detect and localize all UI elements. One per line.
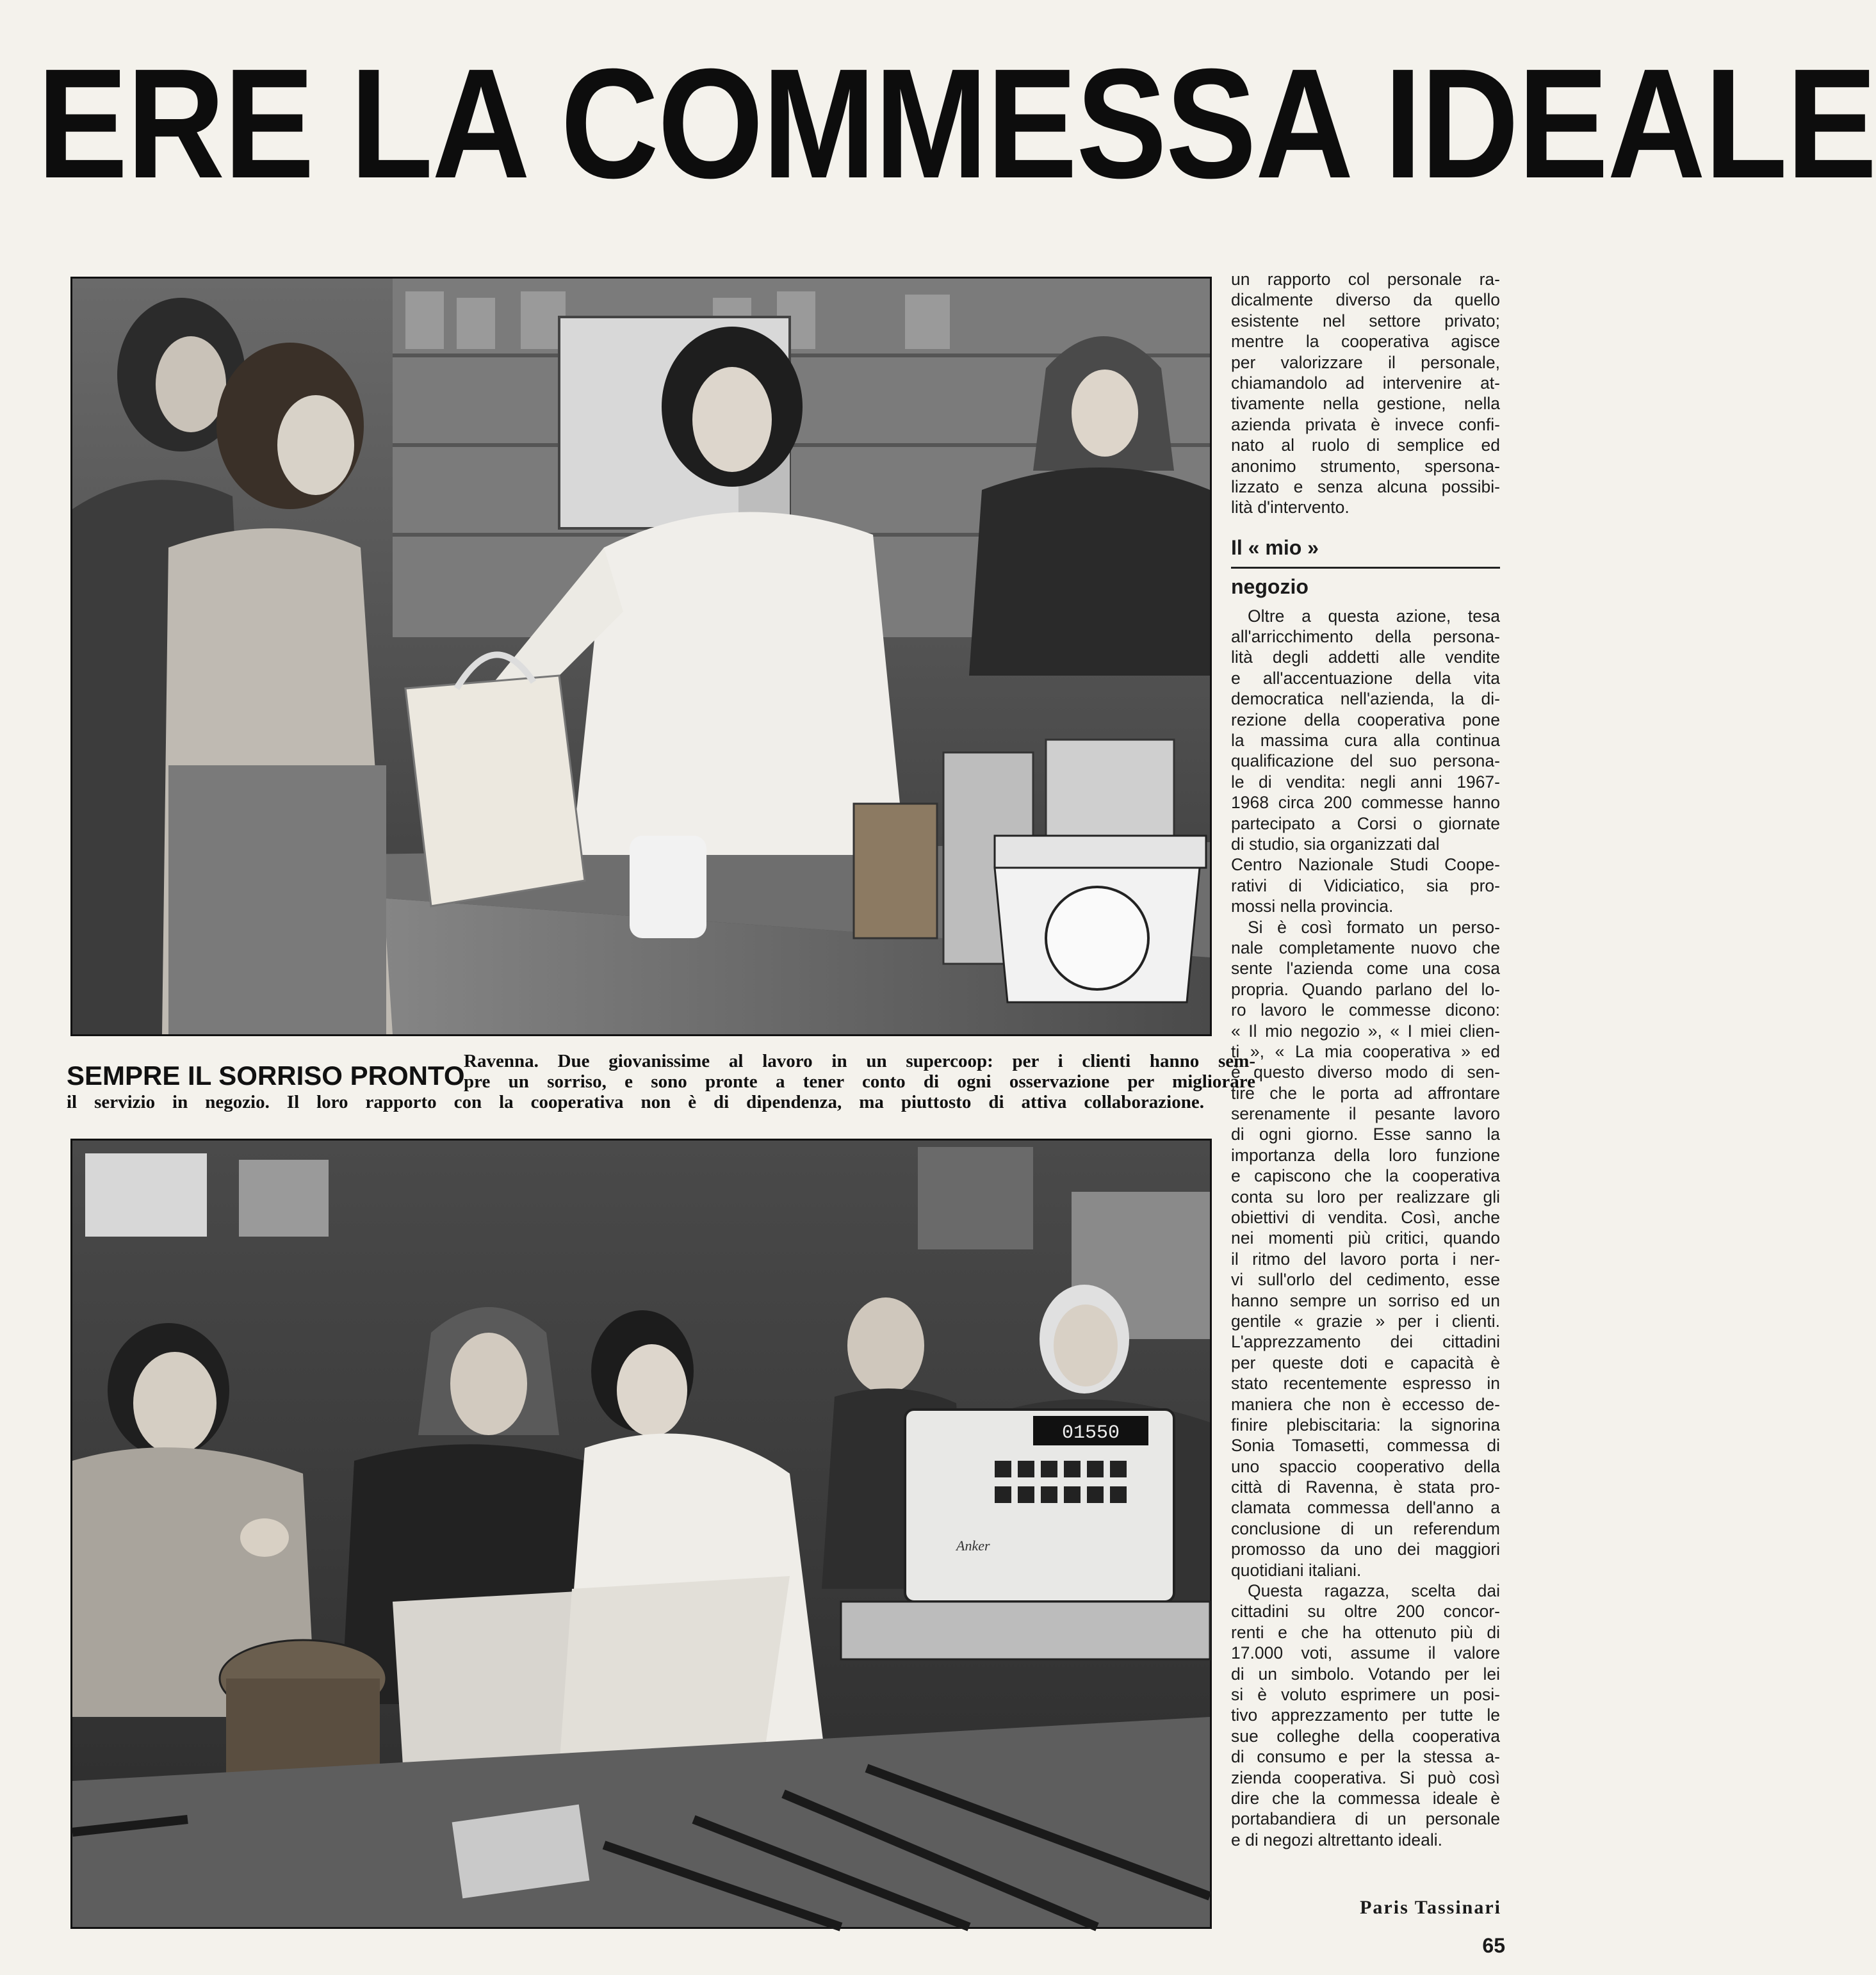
column-line: città di Ravenna, è stata pro- (1231, 1477, 1500, 1497)
caption-line: pre un sorriso, e sono pronte a tener conto di ogni osservazione per migliorare (464, 1071, 1255, 1092)
column-line: stato recentemente espresso in (1231, 1374, 1500, 1394)
column-line: qualificazione del suo persona- (1231, 751, 1500, 771)
column-line: è questo diverso modo di sen- (1231, 1062, 1500, 1082)
column-line: di un simbolo. Votando per lei (1231, 1664, 1500, 1684)
caption-title: SEMPRE IL SORRISO PRONTO (67, 1061, 465, 1091)
photo-caption (67, 1050, 1255, 1114)
column-line: L'apprezzamento dei cittadini (1231, 1332, 1500, 1352)
column-line: nei momenti più critici, quando (1231, 1228, 1500, 1248)
column-line: conclusione di un referendum (1231, 1518, 1500, 1538)
column-line: di consumo e per la stessa a- (1231, 1747, 1500, 1767)
column-line: Sonia Tomasetti, commessa di (1231, 1436, 1500, 1456)
photo-checkout-scene (70, 1139, 1212, 1929)
column-line: obiettivi di vendita. Così, anche (1231, 1208, 1500, 1228)
column-line: lità degli addetti alle vendite (1231, 647, 1500, 667)
column-line: azienda privata è invece confi- (1231, 414, 1500, 434)
photo-counter-illustration (72, 279, 1210, 1034)
subhead-line-1: Il « mio » (1231, 535, 1319, 559)
column-line: nato al ruolo di semplice ed (1231, 435, 1500, 455)
column-line: e capiscono che la cooperativa (1231, 1166, 1500, 1186)
column-line: si è voluto esprimere un posi- (1231, 1685, 1500, 1704)
column-line: mossi nella provincia. (1231, 897, 1394, 916)
column-line: rativi di Vidiciatico, sia pro- (1231, 875, 1500, 895)
intro-paragraph (1231, 269, 1500, 518)
column-line: sue colleghe della cooperativa (1231, 1726, 1500, 1746)
column-line: maniera che non è eccesso de- (1231, 1394, 1500, 1414)
column-line: zienda cooperativa. Si può così (1231, 1768, 1500, 1787)
column-line: partecipato a Corsi o giornate (1231, 813, 1500, 833)
column-line: dicalmente diverso da quello (1231, 290, 1500, 310)
register-display: 01550 (1061, 1422, 1120, 1444)
column-line: ti », « La mia cooperativa » ed (1231, 1041, 1500, 1061)
column-line: mentre la cooperativa agisce (1231, 332, 1500, 352)
column-line: la massima cura alla continua (1231, 731, 1500, 751)
column-line: importanza della loro funzione (1231, 1145, 1500, 1165)
column-line: serenamente il pesante lavoro (1231, 1104, 1500, 1124)
column-line: quotidiani italiani. (1231, 1560, 1362, 1580)
column-line: sente l'azienda come una cosa (1231, 959, 1500, 979)
column-line: lizzato e senza alcuna possibi- (1231, 476, 1500, 496)
column-line: « Il mio negozio », « I miei clien- (1231, 1021, 1500, 1041)
column-line: tivamente nella gestione, nella (1231, 394, 1500, 414)
page-headline: ERE LA COMMESSA IDEALE (37, 36, 1876, 211)
column-line: ro lavoro le commesse dicono: (1231, 1000, 1500, 1020)
column-line: democratica nell'azienda, la di- (1231, 689, 1500, 709)
page-number: 65 (1482, 1934, 1505, 1957)
column-line: gentile « grazie » per i clienti. (1231, 1311, 1500, 1331)
column-line: dire che la commessa ideale è (1231, 1788, 1500, 1808)
caption-line: Ravenna. Due giovanissime al lavoro in un supercoop: per i clienti hanno sem- (464, 1051, 1255, 1071)
column-line: di studio, sia organizzati dal (1231, 834, 1440, 854)
column-line: lità d'intervento. (1231, 498, 1350, 517)
photo-checkout-illustration (72, 1141, 1210, 1927)
column-line: portabandiera di un personale (1231, 1809, 1500, 1829)
subhead-line-2: negozio (1231, 574, 1309, 598)
column-line: le di vendita: negli anni 1967- (1231, 772, 1500, 792)
subhead-divider (1231, 567, 1500, 569)
column-line: per valorizzare il personale, (1231, 352, 1500, 372)
article-column (1231, 269, 1500, 1850)
column-line: nale completamente nuovo che (1231, 938, 1500, 957)
column-line: hanno sempre un sorriso ed un (1231, 1290, 1500, 1310)
column-line: esistente nel settore privato; (1231, 311, 1500, 330)
column-line: conta su loro per realizzare gli (1231, 1187, 1500, 1207)
column-line: uno spaccio cooperativo della (1231, 1456, 1500, 1476)
caption-line: il servizio in negozio. Il loro rapporto con la cooperativa non è di dipendenza, ma piuttosto di attiva collaborazione. (67, 1092, 1204, 1112)
body-text (1231, 606, 1500, 1850)
column-line: Centro Nazionale Studi Coope- (1231, 855, 1500, 875)
column-line: per queste doti e capacità è (1231, 1353, 1500, 1372)
column-line: e all'accentuazione della vita (1231, 668, 1500, 688)
column-line: Oltre a questa azione, tesa (1248, 606, 1500, 626)
column-line: promosso da uno dei maggiori (1231, 1540, 1500, 1559)
register-brand: Anker (956, 1538, 990, 1554)
column-line: anonimo strumento, spersona- (1231, 456, 1500, 476)
column-line: all'arricchimento della persona- (1231, 627, 1500, 647)
column-line: il ritmo del lavoro porta i ner- (1231, 1249, 1500, 1269)
author-byline: Paris Tassinari (1360, 1897, 1501, 1918)
photo-counter-scene (70, 277, 1212, 1036)
column-line: rezione della cooperativa pone (1231, 710, 1500, 729)
column-line: chiamandolo ad intervenire at- (1231, 373, 1500, 393)
column-line: Questa ragazza, scelta dai (1248, 1581, 1500, 1601)
column-line: clamata commessa dell'anno a (1231, 1498, 1500, 1518)
column-line: 17.000 voti, assume il valore (1231, 1643, 1500, 1663)
column-line: Si è così formato un perso- (1248, 917, 1500, 937)
column-line: un rapporto col personale ra- (1231, 270, 1500, 289)
column-line: 1968 circa 200 commesse hanno (1231, 793, 1500, 813)
column-line: cittadini su oltre 200 concor- (1231, 1602, 1500, 1621)
column-line: renti e che ha ottenuto più di (1231, 1622, 1500, 1642)
column-line: e di negozi altrettanto ideali. (1231, 1830, 1442, 1849)
column-line: tivo apprezzamento per tutte le (1231, 1705, 1500, 1725)
column-line: finire plebiscitaria: la signorina (1231, 1415, 1500, 1435)
column-line: di ogni giorno. Esse sanno la (1231, 1125, 1500, 1144)
column-line: vi sull'orlo del cedimento, esse (1231, 1270, 1500, 1290)
column-line: propria. Quando parlano del lo- (1231, 979, 1500, 999)
column-line: tire che le porta ad affrontare (1231, 1083, 1500, 1103)
